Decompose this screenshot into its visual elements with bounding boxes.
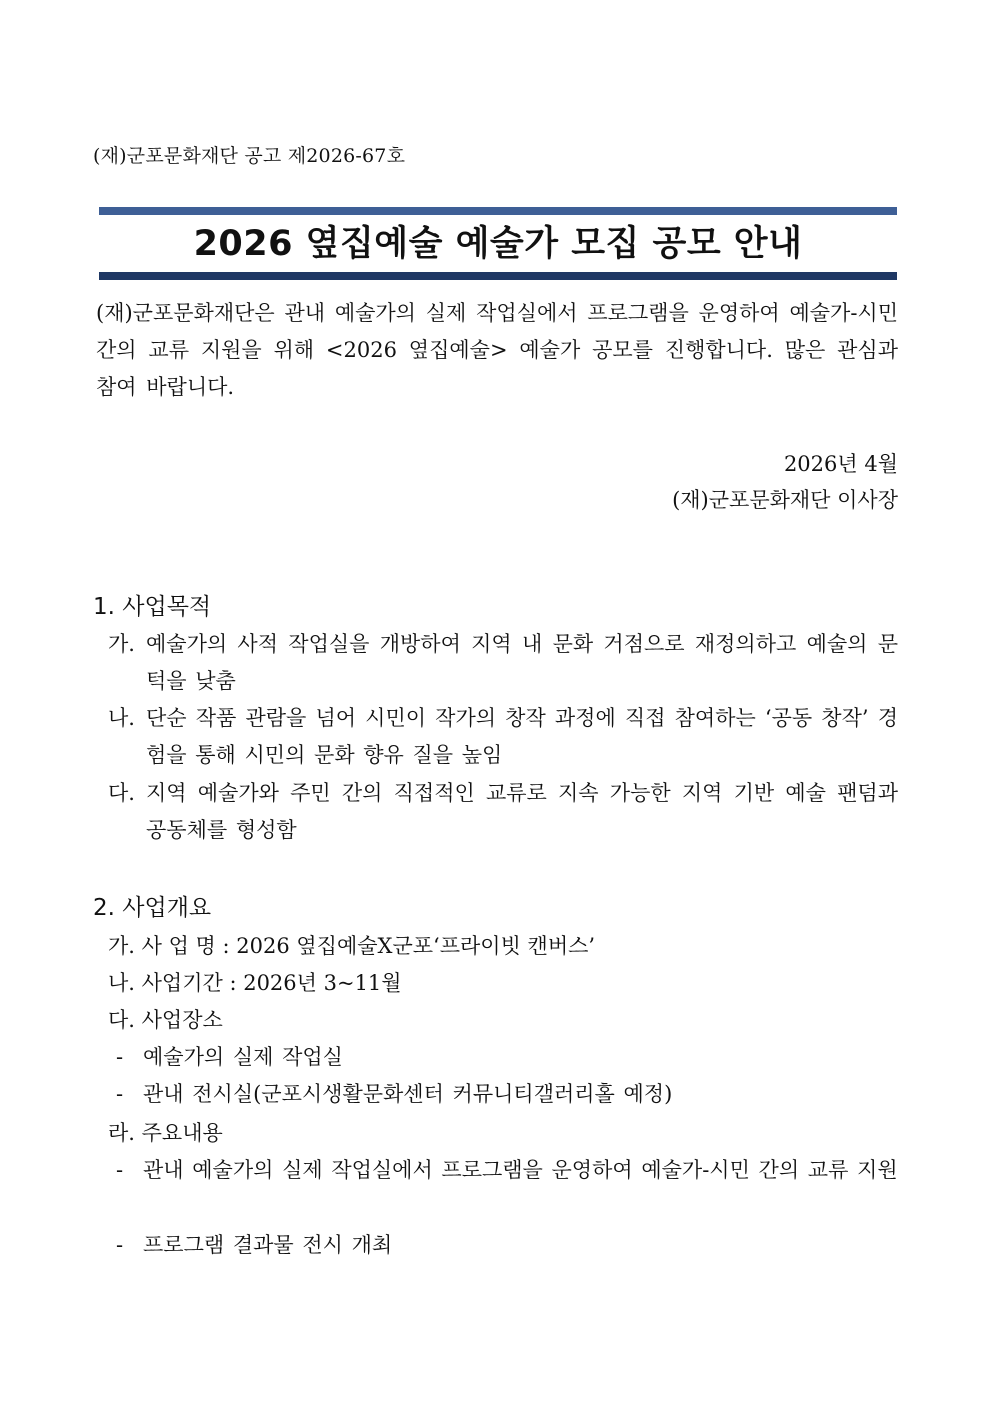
- purpose-item: [108, 775, 898, 849]
- bullet-dash: -: [116, 1233, 124, 1257]
- place-text: 관내 전시실(군포시생활문화센터 커뮤니티갤러리홀 예정): [143, 1082, 673, 1106]
- content-item: [116, 1227, 898, 1264]
- project-name-line: 가. 사 업 명 : 2026 옆집예술X군포‘프라이빗 캔버스’: [108, 934, 596, 958]
- announcement-date: 2026년 4월: [783, 452, 898, 476]
- section-heading-purpose: 1. 사업목적: [93, 594, 212, 620]
- main-content-heading: 라. 주요내용: [108, 1121, 223, 1145]
- project-period-line: 나. 사업기간 : 2026년 3~11월: [108, 971, 402, 995]
- content-text: 프로그램 결과물 전시 개최: [143, 1233, 393, 1257]
- bullet-dash: -: [116, 1082, 124, 1106]
- item-text: 지역 예술가와 주민 간의 직접적인 교류로 지속 가능한 지역 기반 예술 팬덤과 공동체를 형성함: [146, 781, 898, 842]
- dateline: [672, 446, 898, 518]
- item-label: 나.: [108, 706, 135, 730]
- document-title: 2026 옆집예술 예술가 모집 공모 안내: [193, 224, 803, 264]
- purpose-item: [108, 700, 898, 774]
- purpose-item: [108, 626, 898, 700]
- item-label: 다.: [108, 781, 135, 805]
- content-item: [116, 1152, 898, 1189]
- content-text: 관내 예술가의 실제 작업실에서 프로그램을 운영하여 예술가-시민 간의 교류 지원: [143, 1158, 898, 1182]
- place-text: 예술가의 실제 작업실: [143, 1045, 343, 1069]
- place-item: [116, 1076, 898, 1113]
- project-place-heading: 다. 사업장소: [108, 1008, 223, 1032]
- item-label: 가.: [108, 632, 135, 656]
- issuer-name: (재)군포문화재단 이사장: [672, 488, 898, 512]
- bullet-dash: -: [116, 1045, 124, 1069]
- item-text: 예술가의 사적 작업실을 개방하여 지역 내 문화 거점으로 재정의하고 예술의 문턱을 낮춤: [146, 632, 898, 693]
- item-text: 단순 작품 관람을 넘어 시민이 작가의 창작 과정에 직접 참여하는 ‘공동 창작’ 경험을 통해 시민의 문화 향유 질을 높임: [146, 706, 898, 767]
- title-bottom-rule: [99, 272, 897, 280]
- intro-paragraph: (재)군포문화재단은 관내 예술가의 실제 작업실에서 프로그램을 운영하여 예술가-시민 간의 교류 지원을 위해 <2026 옆집예술> 예술가 공모를 진행합니다. 많은 관심과 참여 바랍니다.: [96, 301, 898, 399]
- section-heading-overview: 2. 사업개요: [93, 895, 212, 921]
- place-item: [116, 1039, 898, 1076]
- notice-number: (재)군포문화재단 공고 제2026-67호: [93, 145, 406, 167]
- bullet-dash: -: [116, 1158, 124, 1182]
- title-top-rule: [99, 207, 897, 215]
